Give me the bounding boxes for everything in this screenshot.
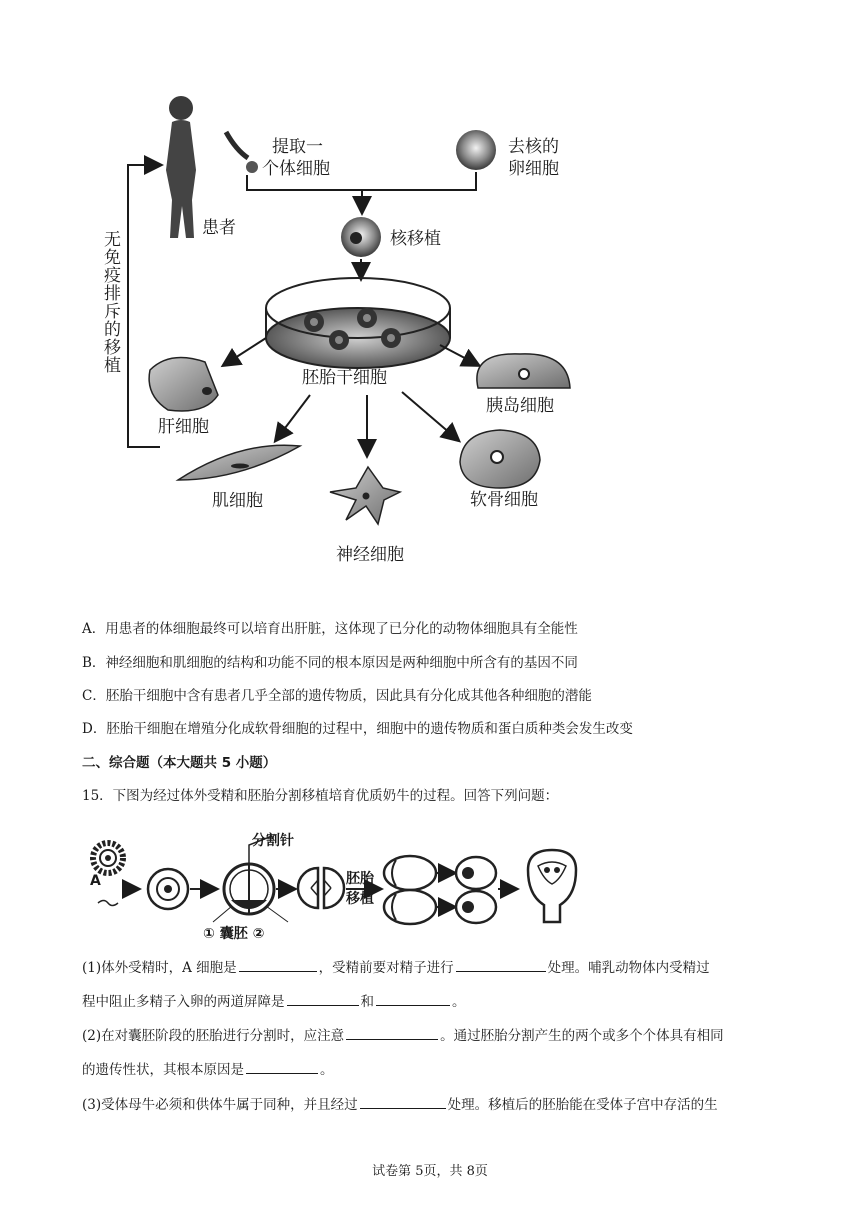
islet-label: 胰岛细胞: [486, 396, 554, 416]
esc-label: 胚胎干细胞: [302, 368, 387, 388]
patient-figure: [166, 96, 196, 238]
enucleated-label-1: 去核的: [508, 137, 559, 157]
transfer-label-1: 胚胎: [346, 871, 374, 887]
developing-embryos: [456, 857, 496, 923]
islet-cell: [477, 354, 570, 388]
q15-part2-line2: 的遗传性状，其根本原因是 。: [82, 1059, 334, 1080]
blastocyst-label: ① 囊胚 ②: [203, 926, 265, 940]
somatic-cell: [246, 161, 258, 173]
split-embryo: [298, 868, 344, 908]
nerve-cell: [330, 467, 400, 524]
answer-blank[interactable]: [239, 957, 317, 972]
page-footer: 试卷第 5页，共 8页: [372, 1164, 488, 1179]
embryo-splitting-diagram: [0, 820, 860, 940]
option-c: C．胚胎干细胞中含有患者几乎全部的遗传物质，因此具有分化成其他各种细胞的潜能: [82, 688, 592, 704]
muscle-cell: [178, 445, 300, 480]
nerve-label: 神经细胞: [336, 545, 404, 565]
nuclear-transfer-label: 核移植: [390, 229, 441, 249]
q15-part1-line1: (1)体外受精时，A 细胞是 ，受精前要对精子进行 处理。哺乳动物体内受精过: [82, 957, 710, 978]
cartilage-label: 软骨细胞: [470, 490, 538, 510]
petri-dish: [266, 278, 450, 368]
enucleated-egg: [456, 130, 496, 170]
muscle-label: 肌细胞: [212, 491, 263, 511]
answer-blank[interactable]: [360, 1094, 446, 1109]
transplant-loop: [128, 165, 160, 447]
option-a: A．用患者的体细胞最终可以培育出肝脏，这体现了已分化的动物体细胞具有全能性: [82, 621, 578, 637]
liver-label: 肝细胞: [158, 417, 209, 437]
needle-label: 分割针: [252, 833, 294, 849]
cartilage-cell: [460, 430, 540, 488]
side-label-vertical: 无免疫排斥的移植: [100, 230, 120, 374]
sperm: [98, 901, 118, 906]
q15-part3-line1: (3)受体母牛必须和供体牛属于同种，并且经过 处理。移植后的胚胎能在受体子宫中存活的生: [82, 1094, 718, 1115]
option-d: D．胚胎干细胞在增殖分化成软骨细胞的过程中，细胞中的遗传物质和蛋白质种类会发生改变: [82, 721, 633, 737]
extract-label-1: 提取一: [272, 137, 323, 157]
q15-part2-line1: (2)在对囊胚阶段的胚胎进行分割时，应注意 。通过胚胎分割产生的两个或多个个体具有相同: [82, 1025, 724, 1046]
section-heading: 二、综合题（本大题共 5 小题）: [82, 755, 277, 771]
cloning-diagram: [0, 0, 860, 590]
oocyte-a: [93, 843, 123, 873]
patient-label: 患者: [202, 218, 236, 238]
answer-blank[interactable]: [376, 991, 450, 1006]
two-embryos: [384, 856, 436, 924]
uterus: [528, 850, 576, 922]
answer-blank[interactable]: [346, 1025, 438, 1040]
zygote: [148, 869, 188, 909]
q15-part1-line2: 程中阻止多精子入卵的两道屏障是 和 。: [82, 991, 466, 1012]
answer-blank[interactable]: [287, 991, 359, 1006]
answer-blank[interactable]: [246, 1059, 318, 1074]
liver-cell: [149, 358, 218, 412]
question-15-stem: 15．下图为经过体外受精和胚胎分割移植培育优质奶牛的过程。回答下列问题：: [82, 788, 559, 804]
transfer-label-2: 移植: [346, 891, 374, 907]
extract-label-2: 个体细胞: [262, 159, 330, 179]
a-label: A: [90, 873, 101, 889]
enucleated-label-2: 卵细胞: [508, 159, 559, 179]
option-b: B．神经细胞和肌细胞的结构和功能不同的根本原因是两种细胞中所含有的基因不同: [82, 655, 578, 671]
answer-blank[interactable]: [456, 957, 546, 972]
extract-arrow: [226, 132, 248, 158]
